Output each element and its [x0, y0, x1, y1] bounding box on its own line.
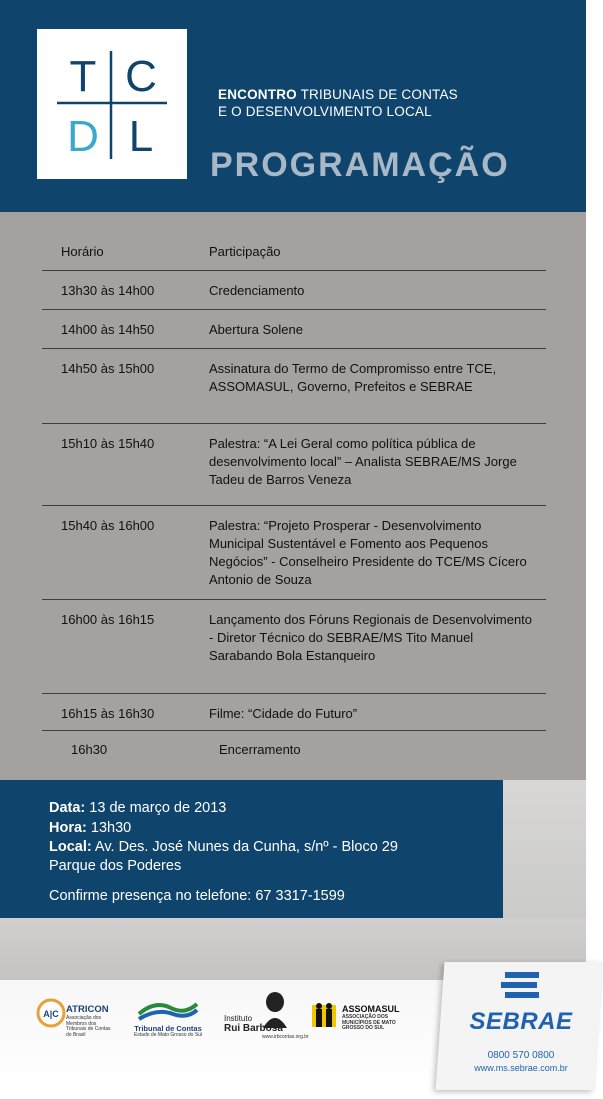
hour-value: 13h30 [86, 820, 132, 836]
table-row [42, 731, 546, 767]
event-title-rest: TRIBUNAIS DE CONTAS [296, 87, 458, 102]
assomasul-sub: ASSOCIAÇÃO DOS MUNICÍPIOS DE MATO GROSSO DO SUL [342, 1014, 396, 1031]
info-confirm: Confirme presença no telefone: 67 3317-1599 [49, 888, 345, 904]
info-date [49, 800, 226, 816]
col-header-time: Horário [61, 244, 104, 259]
info-local [49, 839, 398, 855]
atricon-sub: Associação dos Membros dos Tribunais de Contas do Brasil [66, 1015, 111, 1038]
assomasul-logo [312, 1001, 407, 1035]
tcdl-logo [37, 29, 187, 179]
row-participation: Credenciamento [209, 283, 305, 298]
row-time: 16h15 às 16h30 [61, 706, 155, 721]
row-time: 16h00 às 16h15 [61, 612, 155, 627]
local-value: Av. Des. José Nunes da Cunha, s/nº - Bloco 29 [91, 839, 398, 855]
row-participation: Palestra: “Projeto Prosperar - Desenvolvimento Municipal Sustentável e Fomento aos Pequenos Negócios” - Conselheiro Presidente do TCE/MS Cícero Antonio de Souza [209, 518, 527, 587]
irb-logo [222, 990, 309, 1042]
table-row [42, 424, 546, 506]
info-hour [49, 820, 131, 836]
col-header-participation: Participação [209, 244, 281, 259]
table-row [42, 271, 546, 310]
date-label: Data: [49, 800, 86, 816]
event-title-line2: E O DESENVOLVIMENTO LOCAL [218, 104, 432, 119]
logo-letter-t: T [69, 52, 97, 101]
row-participation: Encerramento [219, 742, 301, 757]
row-time: 14h50 às 15h00 [61, 361, 155, 376]
page-title: PROGRAMAÇÃO [210, 146, 510, 184]
hour-label: Hora: [49, 820, 87, 836]
irb-line1: Instituto [224, 1014, 253, 1023]
schedule-section [0, 212, 586, 780]
row-time: 14h00 às 14h50 [61, 322, 155, 337]
row-time: 13h30 às 14h00 [61, 283, 155, 298]
table-row [42, 600, 546, 694]
table-row [42, 349, 546, 424]
irb-url: www.irbcontas.org.br [262, 1034, 309, 1040]
row-participation: Lançamento dos Fóruns Regionais de Desenvolvimento - Diretor Técnico do SEBRAE/MS Tito Manuel Sarabando Bola Estanqueiro [209, 612, 533, 663]
atricon-name: ATRICON [66, 1004, 109, 1015]
table-header [42, 232, 546, 271]
sebrae-stripes-icon [501, 972, 541, 1006]
row-time: 15h40 às 16h00 [61, 518, 155, 533]
assomasul-name: ASSOMASUL [342, 1004, 400, 1014]
decorative-grey-block [503, 780, 586, 918]
tce-logo [133, 998, 203, 1040]
row-participation: Assinatura do Termo de Compromisso entre TCE, ASSOMASUL, Governo, Prefeitos e SEBRAE [209, 361, 497, 394]
sebrae-name: SEBRAE [469, 1008, 573, 1035]
tce-wave-icon [135, 998, 201, 1022]
atricon-badge-text: A|C [43, 1009, 59, 1019]
row-time: 15h10 às 15h40 [61, 436, 155, 451]
row-time: 16h30 [71, 742, 108, 757]
tce-name: Tribunal de Contas [134, 1024, 202, 1033]
row-participation: Abertura Solene [209, 322, 303, 337]
irb-line2: Rui Barbosa [224, 1023, 283, 1034]
event-info [0, 780, 503, 918]
row-participation: Palestra: “A Lei Geral como política pública de desenvolvimento local” – Analista SEBRAE/MS Jorge Tadeu de Barros Veneza [209, 436, 517, 487]
date-value: 13 de março de 2013 [85, 800, 227, 816]
tcdl-logo-graphic [37, 29, 187, 179]
event-title-bold: ENCONTRO [218, 87, 297, 102]
row-participation: Filme: “Cidade do Futuro” [209, 706, 358, 721]
atricon-icon [36, 998, 66, 1028]
logo-letter-l: L [128, 112, 154, 161]
sebrae-url: www.ms.sebrae.com.br [474, 1063, 568, 1073]
local-label: Local: [49, 839, 92, 855]
assomasul-icon [312, 1001, 336, 1031]
table-row [42, 506, 546, 600]
sebrae-logo [455, 968, 587, 1078]
table-row [42, 310, 546, 349]
info-local-line2: Parque dos Poderes [49, 858, 182, 874]
atricon-logo [36, 996, 116, 1036]
sebrae-phone: 0800 570 0800 [487, 1050, 555, 1061]
header-banner [0, 0, 586, 212]
logo-letter-d: D [67, 112, 99, 161]
tce-sub: Estado de Mato Grosso do Sul [133, 1032, 203, 1038]
event-title [218, 86, 458, 120]
logo-letter-c: C [125, 52, 157, 101]
schedule-table [42, 232, 546, 767]
table-row [42, 694, 546, 731]
